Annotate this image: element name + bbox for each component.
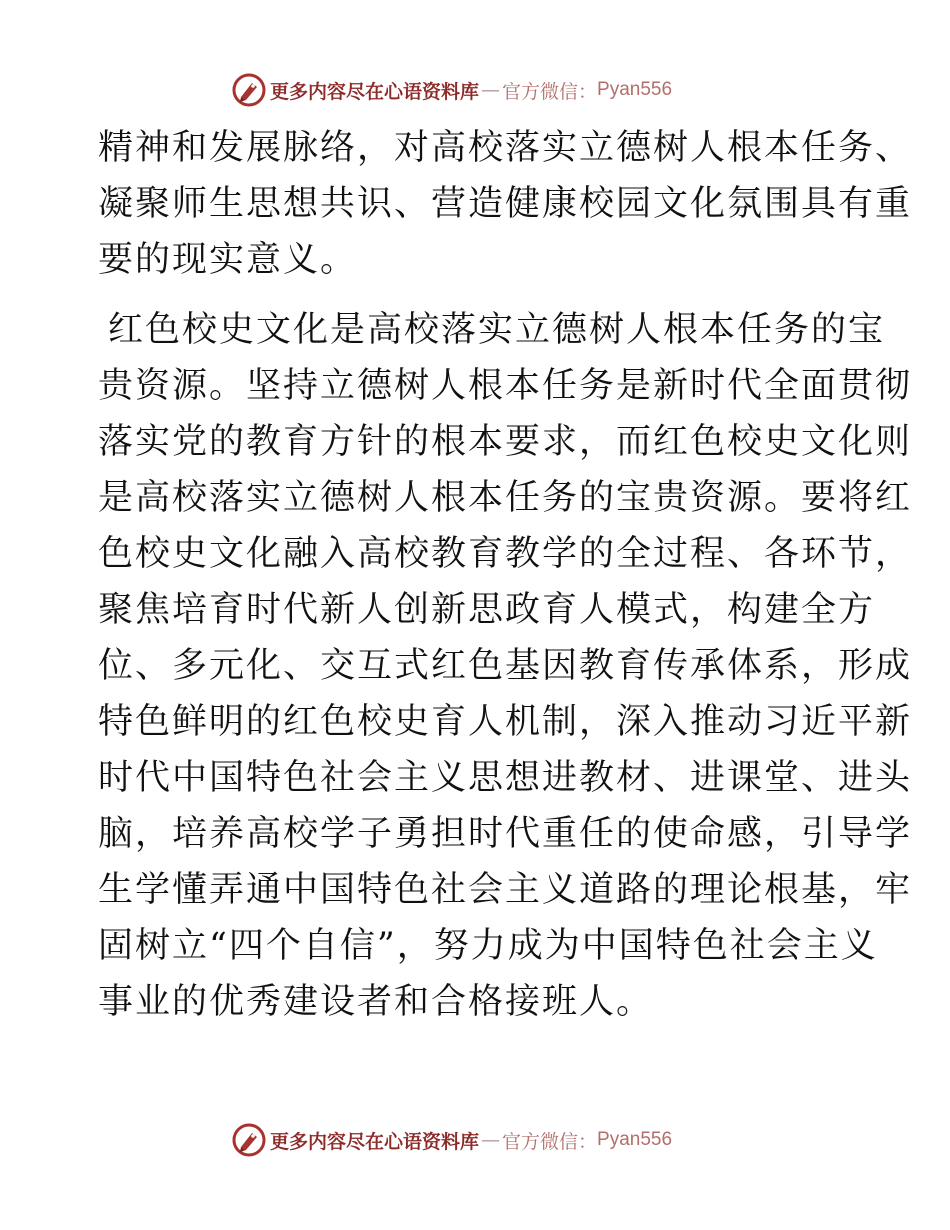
paragraph-line: 时代中国特色社会主义思想进教材、进课堂、进头 <box>98 758 913 798</box>
paragraph-line: 红色校史文化是高校落实立德树人根本任务的宝 <box>108 310 886 350</box>
paragraph-line: 脑，培养高校学子勇担时代重任的使命感，引导学 <box>98 814 913 854</box>
footer-promo-text: 更多内容尽在心语资料库 <box>270 1130 480 1153</box>
document-body <box>98 120 913 1030</box>
pen-nib-logo-icon <box>232 1123 266 1157</box>
footer-separator: — <box>481 1129 501 1151</box>
paragraph-line: 要的现实意义。 <box>98 240 358 280</box>
paragraph-2 <box>98 302 913 1030</box>
paragraph-line: 位、多元化、交互式红色基因教育传承体系，形成 <box>98 646 913 686</box>
header-promo-text: 更多内容尽在心语资料库 <box>270 80 480 103</box>
paragraph-line: 落实党的教育方针的根本要求，而红色校史文化则 <box>98 422 913 462</box>
footer-banner <box>232 1120 712 1160</box>
paragraph-line: 事业的优秀建设者和合格接班人。 <box>98 982 654 1022</box>
paragraph-line: 凝聚师生思想共识、营造健康校园文化氛围具有重 <box>98 184 913 224</box>
paragraph-line: 色校史文化融入高校教育教学的全过程、各环节， <box>98 534 913 574</box>
header-separator: — <box>481 79 501 101</box>
header-wechat-id: Pyan556 <box>597 79 673 100</box>
header-banner <box>232 70 712 110</box>
paragraph-line: 生学懂弄通中国特色社会主义道路的理论根基，牢 <box>98 870 913 910</box>
header-wechat-label: 官方微信： <box>502 80 598 103</box>
footer-wechat-label: 官方微信： <box>502 1130 598 1153</box>
footer-wechat-id: Pyan556 <box>597 1129 673 1150</box>
paragraph-1 <box>98 120 913 288</box>
paragraph-line: 固树立“四个自信”，努力成为中国特色社会主义 <box>98 926 878 966</box>
paragraph-line: 特色鲜明的红色校史育人机制，深入推动习近平新 <box>98 702 913 742</box>
paragraph-line: 是高校落实立德树人根本任务的宝贵资源。要将红 <box>98 478 913 518</box>
paragraph-line: 聚焦培育时代新人创新思政育人模式，构建全方 <box>98 590 876 630</box>
pen-nib-logo-icon <box>232 73 266 107</box>
paragraph-line: 精神和发展脉络，对高校落实立德树人根本任务、 <box>98 128 913 168</box>
paragraph-line: 贵资源。坚持立德树人根本任务是新时代全面贯彻 <box>98 366 913 406</box>
paragraph-spacer <box>98 288 850 302</box>
